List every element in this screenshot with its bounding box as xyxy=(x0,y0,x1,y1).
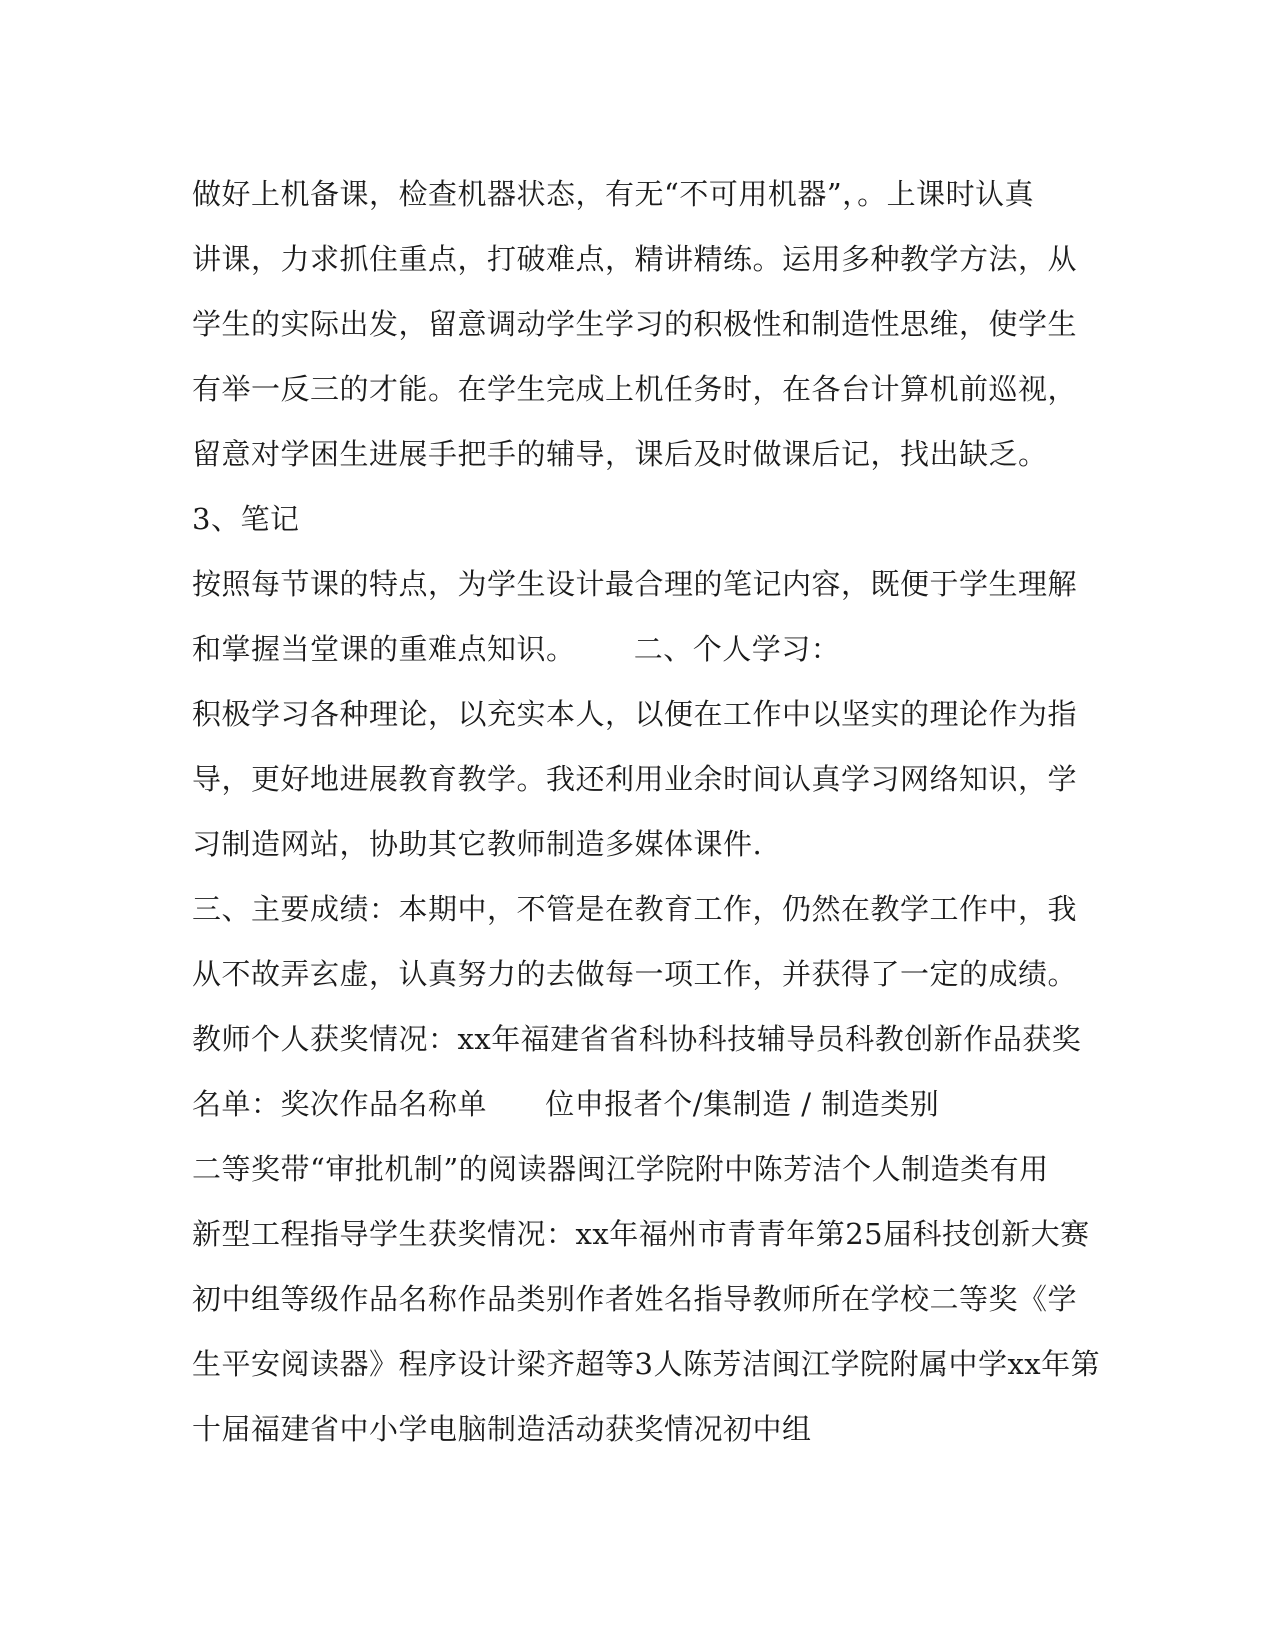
text-line-18: 初中组等级作品名称作品类别作者姓名指导教师所在学校二等奖《学 xyxy=(192,1282,1078,1316)
text-line-3: 学生的实际出发，留意调动学生学习的积极性和制造性思维，使学生 xyxy=(192,307,1078,341)
text-line-2: 讲课，力求抓住重点，打破难点，精讲精练。运用多种教学方法，从 xyxy=(192,242,1078,276)
text-line-17: 新型工程指导学生获奖情况：xx年福州市青青年第25届科技创新大赛 xyxy=(192,1217,1090,1251)
text-line-7: 按照每节课的特点，为学生设计最合理的笔记内容，既便于学生理解 xyxy=(192,567,1078,601)
text-line-4: 有举一反三的才能。在学生完成上机任务时，在各台计算机前巡视， xyxy=(192,372,1078,406)
section-heading-notes: 3、笔记 xyxy=(192,502,300,536)
text-line-9: 积极学习各种理论，以充实本人，以便在工作中以坚实的理论作为指 xyxy=(192,697,1078,731)
text-line-13: 从不故弄玄虚，认真努力的去做每一项工作，并获得了一定的成绩。 xyxy=(192,957,1078,991)
text-line-5: 留意对学困生进展手把手的辅导，课后及时做课后记，找出缺乏。 xyxy=(192,437,1048,471)
text-line-12: 三、主要成绩：本期中，不管是在教育工作，仍然在教学工作中，我 xyxy=(192,892,1078,926)
text-line-20: 十届福建省中小学电脑制造活动获奖情况初中组 xyxy=(192,1412,812,1446)
text-line-10: 导，更好地进展教育教学。我还利用业余时间认真学习网络知识，学 xyxy=(192,762,1078,796)
text-line-11: 习制造网站，协助其它教师制造多媒体课件. xyxy=(192,827,763,861)
text-line-15: 名单：奖次作品名称单 位申报者个/集制造 / 制造类别 xyxy=(192,1087,940,1121)
text-line-8: 和掌握当堂课的重难点知识。 二、个人学习： xyxy=(192,632,841,666)
text-line-1: 做好上机备课，检查机器状态，有无“不可用机器”，。上课时认真 xyxy=(192,177,1035,211)
text-line-16: 二等奖带“审批机制”的阅读器闽江学院附中陈芳洁个人制造类有用 xyxy=(192,1152,1049,1186)
text-line-19: 生平安阅读器》程序设计梁齐超等3人陈芳洁闽江学院附属中学xx年第 xyxy=(192,1347,1101,1381)
body-text xyxy=(192,162,1101,1462)
text-line-14: 教师个人获奖情况：xx年福建省省科协科技辅导员科教创新作品获奖 xyxy=(192,1022,1082,1056)
